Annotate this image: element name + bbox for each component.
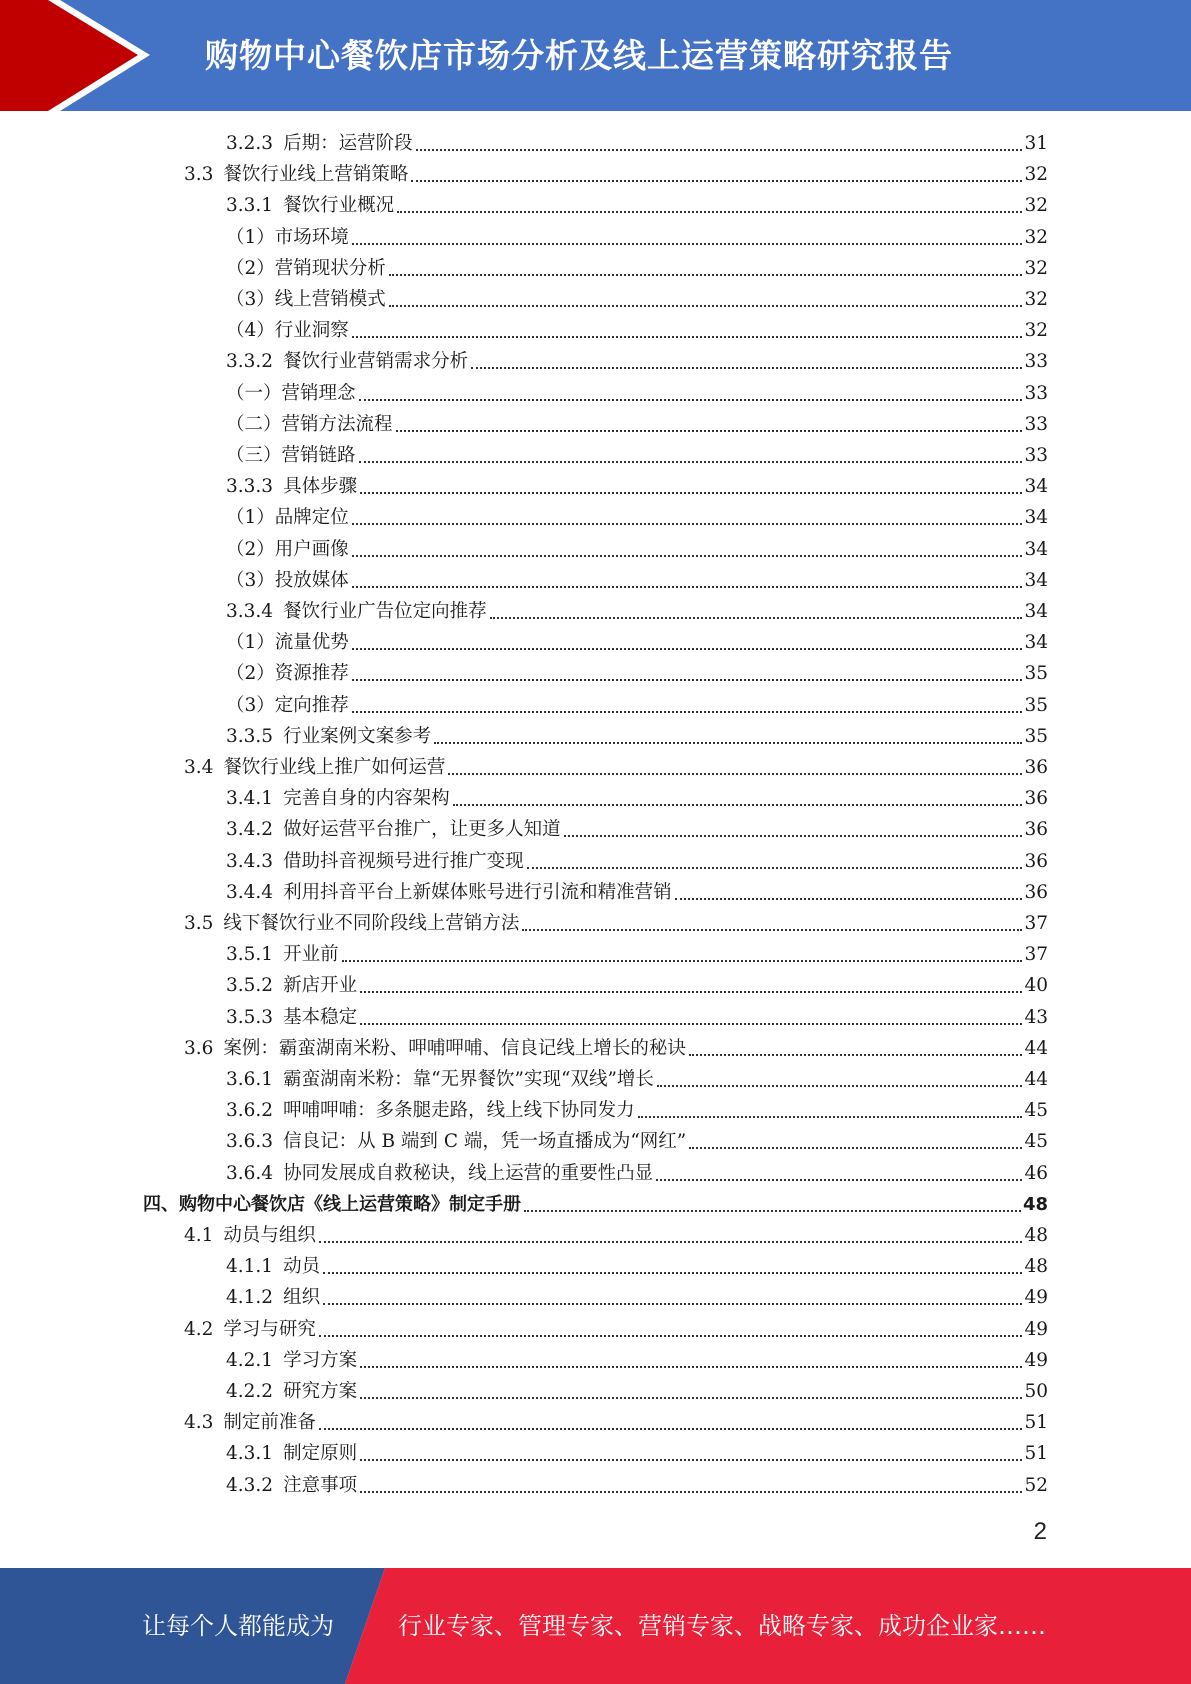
toc-dot-leader — [359, 461, 1023, 463]
toc-dot-leader — [453, 804, 1023, 806]
toc-entry-number: 3.3.1 — [226, 195, 274, 217]
toc-dot-leader — [448, 773, 1022, 775]
toc-entry-page: 44 — [1024, 1069, 1048, 1090]
toc-dot-leader — [490, 617, 1023, 619]
toc-entry-page: 34 — [1024, 569, 1048, 591]
toc-entry-page: 37 — [1024, 913, 1048, 934]
toc-entry[interactable] — [226, 222, 1048, 253]
toc-entry[interactable] — [226, 284, 1048, 315]
toc-dot-leader — [323, 1303, 1022, 1305]
toc-entry-page: 49 — [1024, 1287, 1048, 1309]
toc-entry-title: 后期：运营阶段 — [283, 133, 413, 154]
toc-entry-page: 36 — [1024, 850, 1048, 872]
toc-entry-page: 35 — [1024, 725, 1048, 747]
toc-entry-title: 学习与研究 — [223, 1318, 316, 1340]
toc-entry-page: 31 — [1024, 133, 1048, 154]
toc-entry-number: 3.3.3 — [226, 476, 274, 498]
toc-entry-title: （4）行业洞察 — [226, 320, 349, 342]
toc-entry-title: 注意事项 — [283, 1474, 358, 1496]
toc-entry[interactable] — [226, 565, 1048, 596]
toc-dot-leader — [522, 929, 1022, 931]
toc-entry-title: 利用抖音平台上新媒体账号进行引流和精准营销 — [283, 881, 672, 903]
toc-entry[interactable] — [226, 877, 1048, 908]
toc-entry-title: 做好运营平台推广，让更多人知道 — [283, 819, 561, 841]
toc-entry-title: 研究方案 — [283, 1381, 358, 1402]
toc-entry-title: （二）营销方法流程 — [226, 413, 393, 435]
toc-dot-leader — [352, 555, 1023, 557]
toc-entry[interactable] — [226, 1376, 1048, 1407]
toc-dot-leader — [527, 867, 1023, 869]
toc-entry-number: 3.5.3 — [226, 1006, 274, 1028]
toc-entry[interactable] — [226, 1438, 1048, 1469]
toc-entry[interactable] — [226, 627, 1048, 658]
toc-entry-page: 32 — [1024, 320, 1048, 342]
toc-entry-page: 37 — [1024, 944, 1048, 966]
toc-dot-leader — [360, 1491, 1022, 1493]
toc-dot-leader — [352, 711, 1023, 713]
toc-entry-title: 信良记：从 B 端到 C 端，凭一场直播成为“网红” — [283, 1131, 687, 1153]
toc-entry-page: 34 — [1024, 601, 1048, 622]
toc-dot-leader — [389, 274, 1023, 276]
toc-entry-number: 3.5 — [184, 913, 214, 934]
toc-dot-leader — [657, 1085, 1023, 1087]
toc-entry-page: 44 — [1024, 1037, 1048, 1059]
toc-entry-page: 34 — [1024, 507, 1048, 529]
toc-dot-leader — [352, 336, 1023, 338]
toc-dot-leader — [360, 492, 1022, 494]
toc-entry-page: 32 — [1024, 195, 1048, 217]
toc-entry[interactable] — [226, 1345, 1048, 1376]
toc-entry[interactable] — [226, 1064, 1048, 1095]
toc-entry-page: 36 — [1024, 788, 1048, 810]
toc-dot-leader — [319, 1335, 1023, 1337]
toc-entry-title: 具体步骤 — [283, 476, 358, 498]
toc-dot-leader — [360, 1023, 1022, 1025]
toc-entry-number: 3.6.2 — [226, 1100, 274, 1122]
toc-entry-page: 35 — [1024, 663, 1048, 685]
toc-entry-page: 32 — [1024, 226, 1048, 248]
toc-dot-leader — [397, 211, 1022, 213]
toc-entry-number: 3.3.4 — [226, 601, 274, 622]
toc-entry-title: （1）流量优势 — [226, 632, 349, 654]
footer-slogan-right: 行业专家、管理专家、营销专家、战略专家、成功企业家…… — [398, 1612, 1046, 1640]
page-title: 购物中心餐饮店市场分析及线上运营策略研究报告 — [205, 36, 953, 75]
toc-entry-number: 3.6.4 — [226, 1162, 274, 1184]
toc-entry-number: 3.4.4 — [226, 881, 274, 903]
toc-dot-leader — [352, 648, 1023, 650]
toc-entry-title: （2）用户画像 — [226, 538, 349, 560]
toc-entry[interactable] — [184, 1033, 1048, 1064]
toc-entry[interactable] — [226, 783, 1048, 814]
toc-entry-page: 36 — [1024, 881, 1048, 903]
toc-entry-title: （2）营销现状分析 — [226, 257, 386, 279]
toc-entry-page: 51 — [1024, 1443, 1048, 1465]
toc-entry-title: 借助抖音视频号进行推广变现 — [283, 850, 524, 872]
toc-entry[interactable] — [226, 1282, 1048, 1313]
toc-entry-number: 3.3.5 — [226, 725, 274, 747]
toc-entry[interactable] — [226, 471, 1048, 502]
toc-dot-leader — [359, 399, 1023, 401]
toc-dot-leader — [360, 991, 1022, 993]
toc-entry-number: 3.4.3 — [226, 850, 274, 872]
footer-banner — [0, 1568, 1191, 1684]
toc-entry-page: 43 — [1024, 1006, 1048, 1028]
toc-entry-page: 45 — [1024, 1131, 1048, 1153]
page-number: 2 — [1033, 1518, 1047, 1545]
toc-entry-title: 餐饮行业线上推广如何运营 — [223, 757, 446, 778]
toc-entry[interactable] — [226, 658, 1048, 689]
toc-entry-title: 餐饮行业广告位定向推荐 — [283, 601, 487, 622]
toc-entry[interactable] — [226, 939, 1048, 970]
toc-entry[interactable] — [226, 1002, 1048, 1033]
toc-entry-title: 餐饮行业概况 — [283, 195, 395, 217]
toc-entry[interactable] — [226, 970, 1048, 1001]
toc-entry-title: 行业案例文案参考 — [283, 725, 432, 747]
toc-entry-number: 3.2.3 — [226, 133, 274, 154]
toc-entry[interactable] — [226, 721, 1048, 752]
toc-entry-number: 3.6 — [184, 1037, 214, 1059]
toc-entry-number: 3.3.2 — [226, 351, 274, 373]
toc-entry-page: 33 — [1024, 445, 1048, 466]
toc-entry-page: 33 — [1024, 351, 1048, 373]
toc-entry-number: 3.6.1 — [226, 1069, 274, 1090]
toc-dot-leader — [411, 180, 1022, 182]
toc-entry-page: 33 — [1024, 413, 1048, 435]
toc-entry-title: 新店开业 — [283, 975, 358, 997]
toc-dot-leader — [434, 742, 1022, 744]
toc-dot-leader — [689, 1054, 1023, 1056]
toc-entry-title: （1）市场环境 — [226, 226, 349, 248]
toc-entry-title: 餐饮行业营销需求分析 — [283, 351, 469, 373]
toc-entry[interactable] — [226, 409, 1048, 440]
toc-entry[interactable] — [226, 440, 1048, 471]
toc-entry-number: 3.5.1 — [226, 944, 274, 966]
toc-entry-number: 3.4.1 — [226, 788, 274, 810]
toc-dot-leader — [323, 1272, 1022, 1274]
toc-entry-title: 基本稳定 — [283, 1006, 358, 1028]
toc-dot-leader — [342, 960, 1023, 962]
toc-entry-page: 36 — [1024, 757, 1048, 778]
toc-entry-page: 48 — [1024, 1256, 1048, 1278]
toc-entry-number: 4.2.1 — [226, 1349, 274, 1371]
toc-dot-leader — [360, 1366, 1022, 1368]
toc-entry[interactable] — [184, 1314, 1048, 1345]
toc-dot-leader — [319, 1241, 1023, 1243]
toc-entry-page: 51 — [1024, 1412, 1048, 1434]
toc-entry-title: 动员 — [283, 1256, 321, 1278]
toc-entry-title: 协同发展成自救秘诀，线上运营的重要性凸显 — [283, 1162, 654, 1184]
toc-entry-title: 呷哺呷哺：多条腿走路，线上线下协同发力 — [283, 1100, 635, 1122]
toc-dot-leader — [675, 898, 1023, 900]
toc-entry-number: 4.1 — [184, 1225, 214, 1246]
toc-entry[interactable] — [226, 690, 1048, 721]
toc-entry-number: 3.4 — [184, 757, 214, 778]
toc-entry-page: 48 — [1024, 1225, 1048, 1246]
toc-dot-leader — [656, 1179, 1022, 1181]
footer-slogan-left: 让每个人都能成为 — [142, 1612, 334, 1640]
toc-entry-page: 45 — [1024, 1100, 1048, 1122]
toc-entry[interactable] — [226, 253, 1048, 284]
toc-entry[interactable] — [226, 190, 1048, 221]
toc-dot-leader — [416, 149, 1023, 151]
toc-entry-title: （一）营销理念 — [226, 382, 356, 404]
toc-entry-page: 40 — [1024, 975, 1048, 997]
toc-entry-title: 制定原则 — [283, 1443, 358, 1465]
toc-entry-number: 3.4.2 — [226, 819, 274, 841]
toc-entry-title: 动员与组织 — [223, 1225, 316, 1246]
toc-entry[interactable] — [226, 534, 1048, 565]
toc-entry[interactable] — [143, 1189, 1048, 1220]
toc-dot-leader — [389, 305, 1023, 307]
toc-entry-title: 学习方案 — [283, 1349, 358, 1371]
toc-entry[interactable] — [184, 752, 1048, 783]
toc-dot-leader — [352, 243, 1023, 245]
toc-entry-number: 4.3.2 — [226, 1474, 274, 1496]
toc-entry-page: 34 — [1024, 476, 1048, 498]
toc-dot-leader — [352, 679, 1023, 681]
toc-entry-number: 3.6.3 — [226, 1131, 274, 1153]
toc-entry-page: 46 — [1024, 1162, 1048, 1184]
toc-entry-title: 案例：霸蛮湖南米粉、呷哺呷哺、信良记线上增长的秘诀 — [223, 1037, 686, 1059]
toc-dot-leader — [689, 1147, 1022, 1149]
toc-entry-title: （2）资源推荐 — [226, 663, 349, 685]
toc-entry[interactable] — [226, 502, 1048, 533]
toc-entry[interactable] — [226, 315, 1048, 346]
toc-entry-number: 4.3 — [184, 1412, 214, 1434]
toc-entry-title: 线下餐饮行业不同阶段线上营销方法 — [223, 913, 520, 934]
toc-entry[interactable] — [226, 1095, 1048, 1126]
toc-entry-page: 49 — [1024, 1349, 1048, 1371]
toc-dot-leader — [360, 1459, 1022, 1461]
toc-entry-title: （1）品牌定位 — [226, 507, 349, 529]
toc-entry-page: 33 — [1024, 382, 1048, 404]
toc-entry-number: 4.1.1 — [226, 1256, 274, 1278]
toc-entry-page: 32 — [1024, 257, 1048, 279]
toc-dot-leader — [524, 1210, 1021, 1212]
toc-entry-title: （3）定向推荐 — [226, 694, 349, 716]
toc-entry-number: 4.3.1 — [226, 1443, 274, 1465]
toc-dot-leader — [352, 586, 1023, 588]
toc-entry-page: 32 — [1024, 164, 1048, 186]
toc-entry[interactable] — [226, 378, 1048, 409]
toc-dot-leader — [352, 523, 1023, 525]
toc-entry-title: 制定前准备 — [223, 1412, 316, 1434]
toc-entry[interactable] — [226, 1126, 1048, 1157]
toc-entry-page: 36 — [1024, 819, 1048, 841]
toc-entry-title: 完善自身的内容架构 — [283, 788, 450, 810]
toc-entry-page: 50 — [1024, 1381, 1048, 1402]
toc-entry-page: 35 — [1024, 694, 1048, 716]
toc-dot-leader — [360, 1397, 1022, 1399]
toc-entry[interactable] — [226, 1251, 1048, 1282]
toc-entry-title: 组织 — [283, 1287, 321, 1309]
toc-entry-title: （3）投放媒体 — [226, 569, 349, 591]
toc-entry[interactable] — [226, 1470, 1048, 1501]
toc-entry-page: 52 — [1024, 1474, 1048, 1496]
toc-entry-page: 34 — [1024, 538, 1048, 560]
toc-dot-leader — [638, 1116, 1023, 1118]
header-banner — [0, 0, 1191, 111]
toc-entry-number: 4.2 — [184, 1318, 214, 1340]
toc-entry-title: （三）营销链路 — [226, 445, 356, 466]
toc-entry-number: 3.3 — [184, 164, 214, 186]
toc-entry-title: 四、购物中心餐饮店《线上运营策略》制定手册 — [143, 1193, 521, 1215]
toc-entry-title: 霸蛮湖南米粉：靠“无界餐饮”实现“双线”增长 — [283, 1069, 654, 1090]
toc-entry-number: 3.5.2 — [226, 975, 274, 997]
toc-entry-page: 48 — [1022, 1193, 1048, 1215]
toc-entry[interactable] — [226, 846, 1048, 877]
toc-dot-leader — [319, 1428, 1023, 1430]
toc-entry[interactable] — [226, 1158, 1048, 1189]
toc-dot-leader — [396, 430, 1023, 432]
toc-entry[interactable] — [226, 128, 1048, 159]
toc-entry-title: （3）线上营销模式 — [226, 289, 386, 310]
toc-entry-page: 34 — [1024, 632, 1048, 654]
toc-entry-number: 4.1.2 — [226, 1287, 274, 1309]
toc-entry-page: 32 — [1024, 289, 1048, 310]
toc-entry-number: 4.2.2 — [226, 1381, 274, 1402]
toc-dot-leader — [564, 835, 1023, 837]
toc-entry[interactable] — [184, 159, 1048, 190]
toc-entry-page: 49 — [1024, 1318, 1048, 1340]
toc-entry[interactable] — [226, 596, 1048, 627]
toc-entry[interactable] — [226, 346, 1048, 377]
toc-entry[interactable] — [184, 1220, 1048, 1251]
toc-dot-leader — [471, 367, 1022, 369]
toc-entry[interactable] — [226, 814, 1048, 845]
toc-entry-title: 餐饮行业线上营销策略 — [223, 164, 409, 186]
toc-entry-title: 开业前 — [283, 944, 339, 966]
toc-entry[interactable] — [184, 1407, 1048, 1438]
toc-entry[interactable] — [184, 908, 1048, 939]
